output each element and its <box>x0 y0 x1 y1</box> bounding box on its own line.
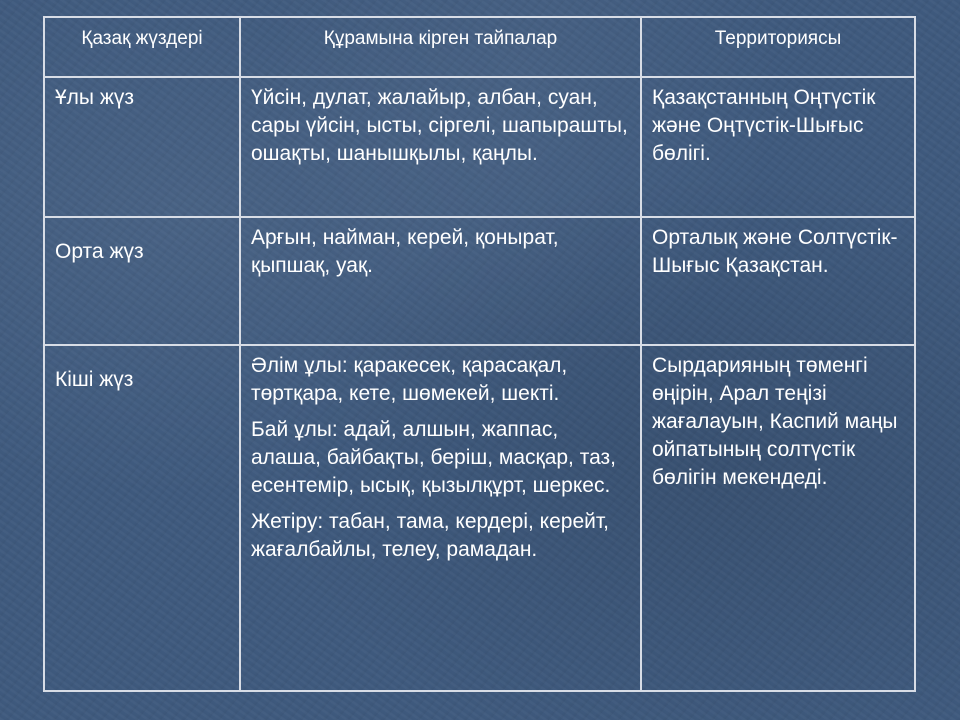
table-row-orta-zhuz <box>44 217 915 345</box>
tribes-text-bai-uly: Бай ұлы: адай, алшын, жаппас, алаша, байбақты, беріш, масқар, таз, есентемір, ысық, қызылқұрт, шеркес. <box>251 418 617 497</box>
header-territory: Территориясы <box>641 17 915 77</box>
header-row <box>44 17 915 77</box>
tribes-cell <box>240 217 641 345</box>
tribes-text: Арғын, найман, керей, қонырат, қыпшақ, уақ. <box>251 226 559 277</box>
header-zhuz: Қазақ жүздері <box>44 17 240 77</box>
territory-cell: Сырдарияның төменгі өңірін, Арал теңізі жағалауын, Каспий маңы ойпатының солтүстік бөлігін мекендеді. <box>641 345 915 691</box>
zhuz-name-cell: Кіші жүз <box>44 345 240 691</box>
tribes-cell <box>240 345 641 691</box>
territory-cell: Қазақстанның Оңтүстік және Оңтүстік-Шығыс бөлігі. <box>641 77 915 217</box>
tribes-text-alim-uly: Әлім ұлы: қаракесек, қарасақал, төртқара, кете, шөмекей, шекті. <box>251 354 568 405</box>
tribes-cell <box>240 77 641 217</box>
tribes-text: Үйсін, дулат, жалайыр, албан, суан, сары үйсін, ысты, сіргелі, шапырашты, ошақты, шанышқылы, қаңлы. <box>251 86 628 165</box>
zhuz-name-cell: Ұлы жүз <box>44 77 240 217</box>
tribes-text-zhetiru: Жетіру: табан, тама, кердері, керейт, жағалбайлы, телеу, рамадан. <box>251 510 609 561</box>
zhuz-name-cell: Орта жүз <box>44 217 240 345</box>
table-row-kishi-zhuz <box>44 345 915 691</box>
zhuz-table <box>43 16 916 692</box>
territory-cell: Орталық және Солтүстік-Шығыс Қазақстан. <box>641 217 915 345</box>
table-row-uly-zhuz <box>44 77 915 217</box>
header-tribes: Құрамына кірген тайпалар <box>240 17 641 77</box>
